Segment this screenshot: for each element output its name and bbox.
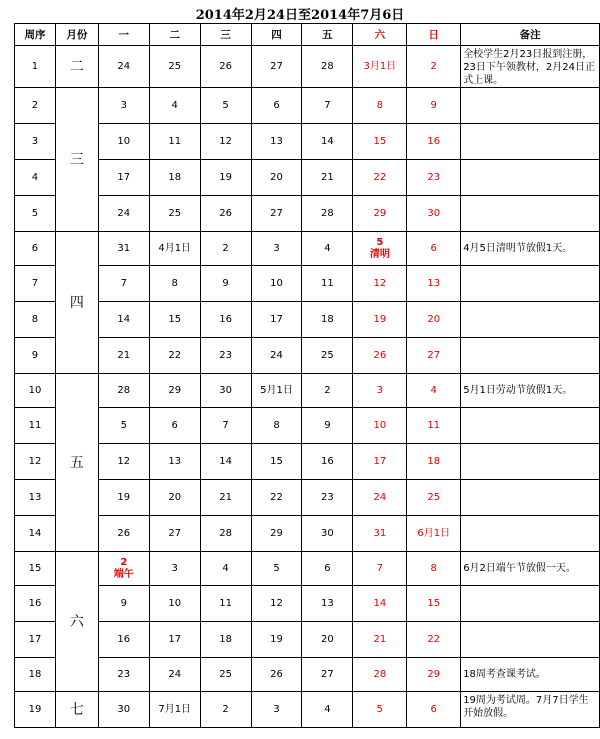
week-no: 2	[15, 88, 56, 124]
day-sun: 29	[407, 658, 461, 692]
day-fri: 16	[302, 444, 353, 480]
day-wed: 16	[200, 302, 251, 338]
day-tue: 24	[149, 658, 200, 692]
day-thu: 20	[251, 160, 302, 196]
day-wed: 12	[200, 124, 251, 160]
note-cell: 18周考查课考试。	[461, 658, 600, 692]
day-mon: 9	[98, 586, 149, 622]
day-wed: 23	[200, 338, 251, 374]
day-mon: 3	[98, 88, 149, 124]
day-sun: 25	[407, 480, 461, 516]
day-mon: 21	[98, 338, 149, 374]
table-row	[15, 302, 600, 338]
table-row	[15, 586, 600, 622]
week-no: 5	[15, 196, 56, 232]
header-sat: 六	[353, 24, 407, 46]
day-sun: 6	[407, 232, 461, 266]
day-tue: 25	[149, 46, 200, 88]
week-no: 8	[15, 302, 56, 338]
day-sat: 14	[353, 586, 407, 622]
day-tue: 6	[149, 408, 200, 444]
day-mon: 19	[98, 480, 149, 516]
note-cell	[461, 196, 600, 232]
day-mon: 17	[98, 160, 149, 196]
day-wed: 2	[200, 232, 251, 266]
day-mon: 7	[98, 266, 149, 302]
week-no: 15	[15, 552, 56, 586]
note-cell: 5月1日劳动节放假1天。	[461, 374, 600, 408]
table-row	[15, 480, 600, 516]
day-wed: 18	[200, 622, 251, 658]
week-no: 9	[15, 338, 56, 374]
header-notes: 备注	[461, 24, 600, 46]
table-row	[15, 622, 600, 658]
day-fri: 20	[302, 622, 353, 658]
day-thu: 3	[251, 692, 302, 728]
day-sun: 18	[407, 444, 461, 480]
day-sat: 24	[353, 480, 407, 516]
day-sat: 7	[353, 552, 407, 586]
note-cell: 4月5日清明节放假1天。	[461, 232, 600, 266]
calendar-table	[14, 23, 600, 728]
day-sat: 5	[353, 692, 407, 728]
header-sun: 日	[407, 24, 461, 46]
table-row	[15, 374, 600, 408]
week-no: 18	[15, 658, 56, 692]
day-fri: 7	[302, 88, 353, 124]
day-fri: 27	[302, 658, 353, 692]
day-thu: 17	[251, 302, 302, 338]
day-sun: 6	[407, 692, 461, 728]
week-no: 3	[15, 124, 56, 160]
header-fri: 五	[302, 24, 353, 46]
day-sun: 6月1日	[407, 516, 461, 552]
day-thu: 29	[251, 516, 302, 552]
header-month: 月份	[55, 24, 98, 46]
day-mon: 10	[98, 124, 149, 160]
week-no: 16	[15, 586, 56, 622]
day-mon: 23	[98, 658, 149, 692]
week-no: 13	[15, 480, 56, 516]
table-row	[15, 88, 600, 124]
table-row	[15, 692, 600, 728]
day-wed: 5	[200, 88, 251, 124]
holiday-date: 5	[376, 236, 384, 248]
day-sun: 22	[407, 622, 461, 658]
day-sun: 23	[407, 160, 461, 196]
note-cell	[461, 516, 600, 552]
table-row	[15, 196, 600, 232]
day-sat: 3月1日	[353, 46, 407, 88]
day-sun: 20	[407, 302, 461, 338]
day-thu: 15	[251, 444, 302, 480]
table-row	[15, 46, 600, 88]
day-tue: 8	[149, 266, 200, 302]
day-wed: 7	[200, 408, 251, 444]
table-row	[15, 516, 600, 552]
day-sun: 11	[407, 408, 461, 444]
day-sun: 30	[407, 196, 461, 232]
day-sat: 21	[353, 622, 407, 658]
day-thu: 19	[251, 622, 302, 658]
day-sun: 9	[407, 88, 461, 124]
month-cell: 二	[55, 46, 98, 88]
day-wed: 26	[200, 46, 251, 88]
day-fri: 21	[302, 160, 353, 196]
day-fri: 4	[302, 232, 353, 266]
day-tue: 27	[149, 516, 200, 552]
day-thu: 24	[251, 338, 302, 374]
day-sat: 8	[353, 88, 407, 124]
day-wed: 21	[200, 480, 251, 516]
day-mon: 28	[98, 374, 149, 408]
day-wed: 30	[200, 374, 251, 408]
table-row	[15, 266, 600, 302]
note-cell	[461, 124, 600, 160]
note-cell	[461, 88, 600, 124]
day-sat: 15	[353, 124, 407, 160]
note-cell	[461, 444, 600, 480]
day-tue: 11	[149, 124, 200, 160]
day-sat: 28	[353, 658, 407, 692]
day-thu: 22	[251, 480, 302, 516]
day-wed: 14	[200, 444, 251, 480]
day-sun: 2	[407, 46, 461, 88]
day-sat: 12	[353, 266, 407, 302]
day-fri: 13	[302, 586, 353, 622]
day-thu: 27	[251, 46, 302, 88]
day-thu: 27	[251, 196, 302, 232]
day-thu: 8	[251, 408, 302, 444]
month-cell: 四	[55, 232, 98, 374]
week-no: 19	[15, 692, 56, 728]
note-cell	[461, 338, 600, 374]
table-row	[15, 408, 600, 444]
day-fri: 4	[302, 692, 353, 728]
table-row	[15, 124, 600, 160]
holiday-label: 清明	[369, 248, 390, 260]
table-row	[15, 232, 600, 266]
day-sat: 26	[353, 338, 407, 374]
day-fri: 6	[302, 552, 353, 586]
day-wed: 25	[200, 658, 251, 692]
header-wed: 三	[200, 24, 251, 46]
day-tue: 15	[149, 302, 200, 338]
header-thu: 四	[251, 24, 302, 46]
day-mon: 14	[98, 302, 149, 338]
day-wed: 2	[200, 692, 251, 728]
day-mon: 26	[98, 516, 149, 552]
day-mon: 24	[98, 46, 149, 88]
day-mon: 24	[98, 196, 149, 232]
day-mon: 30	[98, 692, 149, 728]
day-tue: 18	[149, 160, 200, 196]
day-thu: 10	[251, 266, 302, 302]
note-cell	[461, 408, 600, 444]
note-cell	[461, 302, 600, 338]
day-tue: 13	[149, 444, 200, 480]
day-wed: 28	[200, 516, 251, 552]
day-wed: 26	[200, 196, 251, 232]
day-tue: 25	[149, 196, 200, 232]
note-cell: 全校学生2月23日报到注册，23日下午领教材，2月24日正式上课。	[461, 46, 600, 88]
day-mon: 5	[98, 408, 149, 444]
day-sun: 16	[407, 124, 461, 160]
day-fri: 2	[302, 374, 353, 408]
week-no: 14	[15, 516, 56, 552]
note-cell: 19周为考试周。7月7日学生开始放假。	[461, 692, 600, 728]
day-sat: 17	[353, 444, 407, 480]
day-fri: 28	[302, 46, 353, 88]
day-wed: 19	[200, 160, 251, 196]
header-week-no: 周序	[15, 24, 56, 46]
holiday-label: 端午	[113, 568, 134, 580]
day-sun: 13	[407, 266, 461, 302]
day-sun: 4	[407, 374, 461, 408]
month-cell: 七	[55, 692, 98, 728]
day-sat: 31	[353, 516, 407, 552]
note-cell	[461, 586, 600, 622]
day-fri: 28	[302, 196, 353, 232]
day-thu: 13	[251, 124, 302, 160]
week-no: 17	[15, 622, 56, 658]
day-tue: 29	[149, 374, 200, 408]
day-sat: 19	[353, 302, 407, 338]
week-no: 6	[15, 232, 56, 266]
day-tue: 20	[149, 480, 200, 516]
month-cell: 六	[55, 552, 98, 692]
page-title: 2014年2月24日至2014年7月6日	[195, 8, 405, 23]
note-cell	[461, 622, 600, 658]
day-sun: 8	[407, 552, 461, 586]
header-mon: 一	[98, 24, 149, 46]
day-mon: 16	[98, 622, 149, 658]
day-tue: 17	[149, 622, 200, 658]
day-sat-holiday	[353, 232, 407, 266]
note-cell	[461, 160, 600, 196]
day-fri: 9	[302, 408, 353, 444]
table-row	[15, 444, 600, 480]
day-thu: 5	[251, 552, 302, 586]
day-wed: 11	[200, 586, 251, 622]
week-no: 11	[15, 408, 56, 444]
day-wed: 4	[200, 552, 251, 586]
table-row	[15, 338, 600, 374]
day-fri: 11	[302, 266, 353, 302]
table-row	[15, 160, 600, 196]
table-row	[15, 658, 600, 692]
day-fri: 23	[302, 480, 353, 516]
day-thu: 6	[251, 88, 302, 124]
day-sat: 3	[353, 374, 407, 408]
day-fri: 30	[302, 516, 353, 552]
month-cell: 五	[55, 374, 98, 552]
day-sun: 27	[407, 338, 461, 374]
day-tue: 7月1日	[149, 692, 200, 728]
day-thu: 3	[251, 232, 302, 266]
week-no: 12	[15, 444, 56, 480]
week-no: 10	[15, 374, 56, 408]
week-no: 1	[15, 46, 56, 88]
day-wed: 9	[200, 266, 251, 302]
day-fri: 14	[302, 124, 353, 160]
day-tue: 3	[149, 552, 200, 586]
note-cell: 6月2日端午节放假一天。	[461, 552, 600, 586]
note-cell	[461, 266, 600, 302]
header-tue: 二	[149, 24, 200, 46]
day-tue: 4	[149, 88, 200, 124]
day-thu: 26	[251, 658, 302, 692]
day-mon: 12	[98, 444, 149, 480]
week-no: 4	[15, 160, 56, 196]
week-no: 7	[15, 266, 56, 302]
header-row	[15, 24, 600, 46]
day-sat: 29	[353, 196, 407, 232]
day-fri: 25	[302, 338, 353, 374]
day-mon-holiday	[98, 552, 149, 586]
day-thu: 12	[251, 586, 302, 622]
day-sat: 10	[353, 408, 407, 444]
day-tue: 4月1日	[149, 232, 200, 266]
day-tue: 10	[149, 586, 200, 622]
day-mon: 31	[98, 232, 149, 266]
day-thu: 5月1日	[251, 374, 302, 408]
day-fri: 18	[302, 302, 353, 338]
holiday-date: 2	[120, 556, 128, 568]
day-sat: 22	[353, 160, 407, 196]
month-cell: 三	[55, 88, 98, 232]
note-cell	[461, 480, 600, 516]
day-tue: 22	[149, 338, 200, 374]
day-sun: 15	[407, 586, 461, 622]
table-row	[15, 552, 600, 586]
